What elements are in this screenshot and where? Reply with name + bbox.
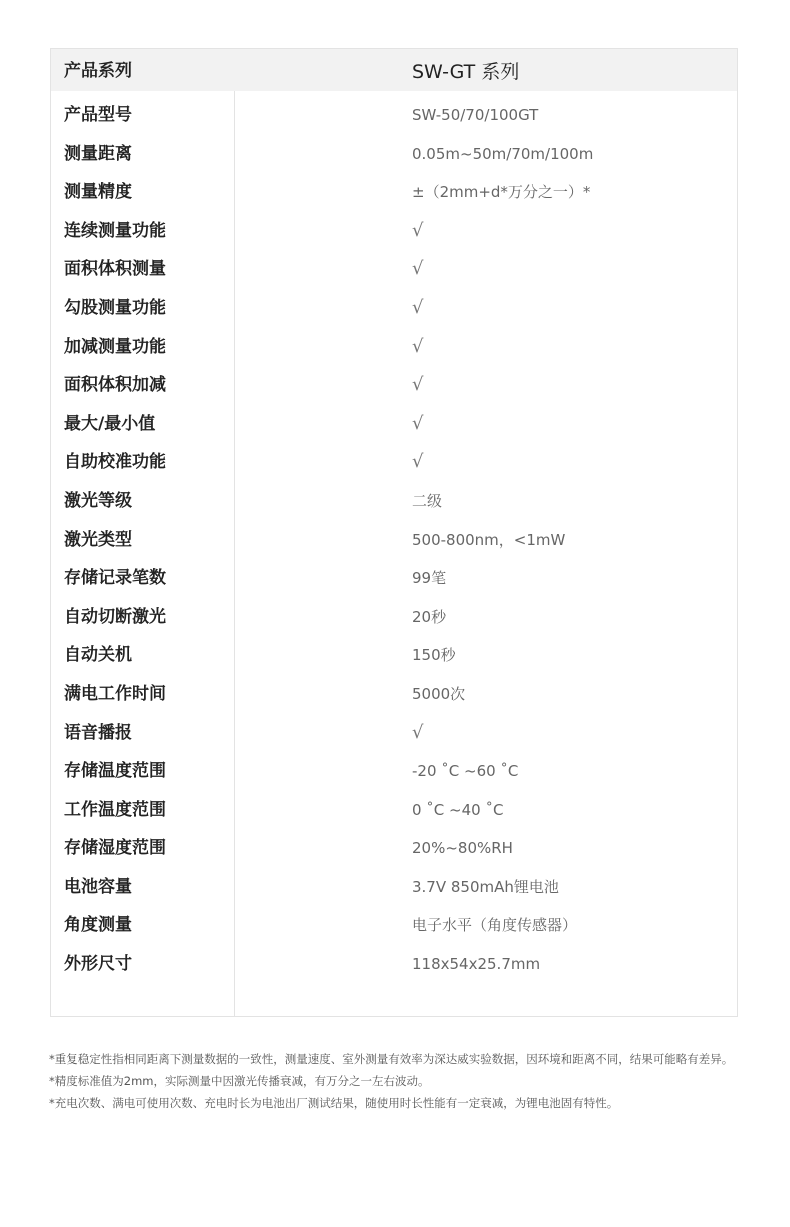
spec-label: 测量精度 [64,182,132,203]
spec-value: 20秒 [412,607,447,626]
check-mark-icon: √ [412,296,424,318]
spec-row [51,636,737,675]
spec-label: 最大/最小值 [64,413,156,434]
spec-value: 99笔 [412,569,447,588]
spec-row [51,829,737,868]
spec-label: 存储记录笔数 [64,568,166,589]
spec-row [51,945,737,984]
spec-row [51,675,737,714]
spec-label: 外形尺寸 [64,954,132,975]
spec-value: 二级 [412,491,443,510]
header-series: SW-GT 系列 [412,61,520,83]
spec-label: 面积体积加减 [64,375,166,396]
spec-value: 0.05m~50m/70m/100m [412,144,594,163]
spec-row [51,482,737,521]
check-mark-icon: √ [412,451,424,473]
spec-label: 面积体积测量 [64,259,166,280]
spec-label: 测量距离 [64,143,132,164]
footnote: *精度标准值为2mm，实际测量中因激光传播衰减，有万分之一左右波动。 [49,1074,430,1088]
spec-row [51,250,737,289]
spec-label: 激光类型 [64,529,132,550]
spec-label: 存储温度范围 [64,761,166,782]
check-mark-icon: √ [412,335,424,357]
spec-table [50,48,738,1017]
check-mark-icon: √ [412,374,424,396]
footnotes [49,1048,779,1114]
spec-row [51,135,737,174]
spec-value: 5000次 [412,684,466,703]
check-mark-icon: √ [412,721,424,743]
spec-label: 工作温度范围 [64,799,166,820]
spec-value: ±（2mm+d*万分之一）* [412,183,591,202]
spec-row [51,521,737,560]
spec-label: 自动关机 [64,645,132,666]
spec-label: 加减测量功能 [64,336,166,357]
spec-label: 连续测量功能 [64,220,166,241]
spec-row [51,289,737,328]
spec-label: 产品型号 [64,105,132,125]
spec-row [51,791,737,830]
spec-label: 自助校准功能 [64,452,166,473]
footnote: *充电次数、满电可使用次数、充电时长为电池出厂测试结果，随使用时长性能有一定衰减，为锂电池固有特性。 [49,1096,619,1110]
spec-row [51,328,737,367]
spec-row [51,906,737,945]
spec-value: 150秒 [412,646,456,665]
spec-value: SW-50/70/100GT [412,106,539,124]
spec-value: 3.7V 850mAh锂电池 [412,877,559,896]
spec-rows [51,96,737,984]
spec-value: 20%~80%RH [412,839,513,858]
spec-row [51,868,737,907]
check-mark-icon: √ [412,219,424,241]
spec-row [51,598,737,637]
spec-label: 激光等级 [64,490,132,511]
spec-row [51,173,737,212]
spec-value: 0 ˚C ~40 ˚C [412,800,504,819]
spec-value: 500-800nm，<1mW [412,530,566,549]
spec-row [51,212,737,251]
spec-label: 满电工作时间 [64,683,166,704]
spec-row [51,714,737,753]
spec-value: -20 ˚C ~60 ˚C [412,762,519,781]
spec-row [51,96,737,135]
spec-label: 勾股测量功能 [64,297,166,318]
check-mark-icon: √ [412,258,424,280]
spec-row [51,443,737,482]
check-mark-icon: √ [412,412,424,434]
footnote: *重复稳定性指相同距离下测量数据的一致性，测量速度、室外测量有效率为深达威实验数据，因环境和距离不同，结果可能略有差异。 [49,1052,734,1066]
spec-label: 角度测量 [64,915,132,936]
spec-value: 电子水平（角度传感器） [412,916,578,935]
spec-label: 自动切断激光 [64,606,166,627]
spec-label: 存储湿度范围 [64,838,166,859]
spec-value: 118x54x25.7mm [412,955,541,974]
table-header [51,49,737,91]
spec-row [51,405,737,444]
header-label: 产品系列 [64,61,132,81]
spec-row [51,752,737,791]
spec-label: 语音播报 [64,722,132,743]
spec-row [51,559,737,598]
spec-row [51,366,737,405]
spec-label: 电池容量 [64,876,132,897]
